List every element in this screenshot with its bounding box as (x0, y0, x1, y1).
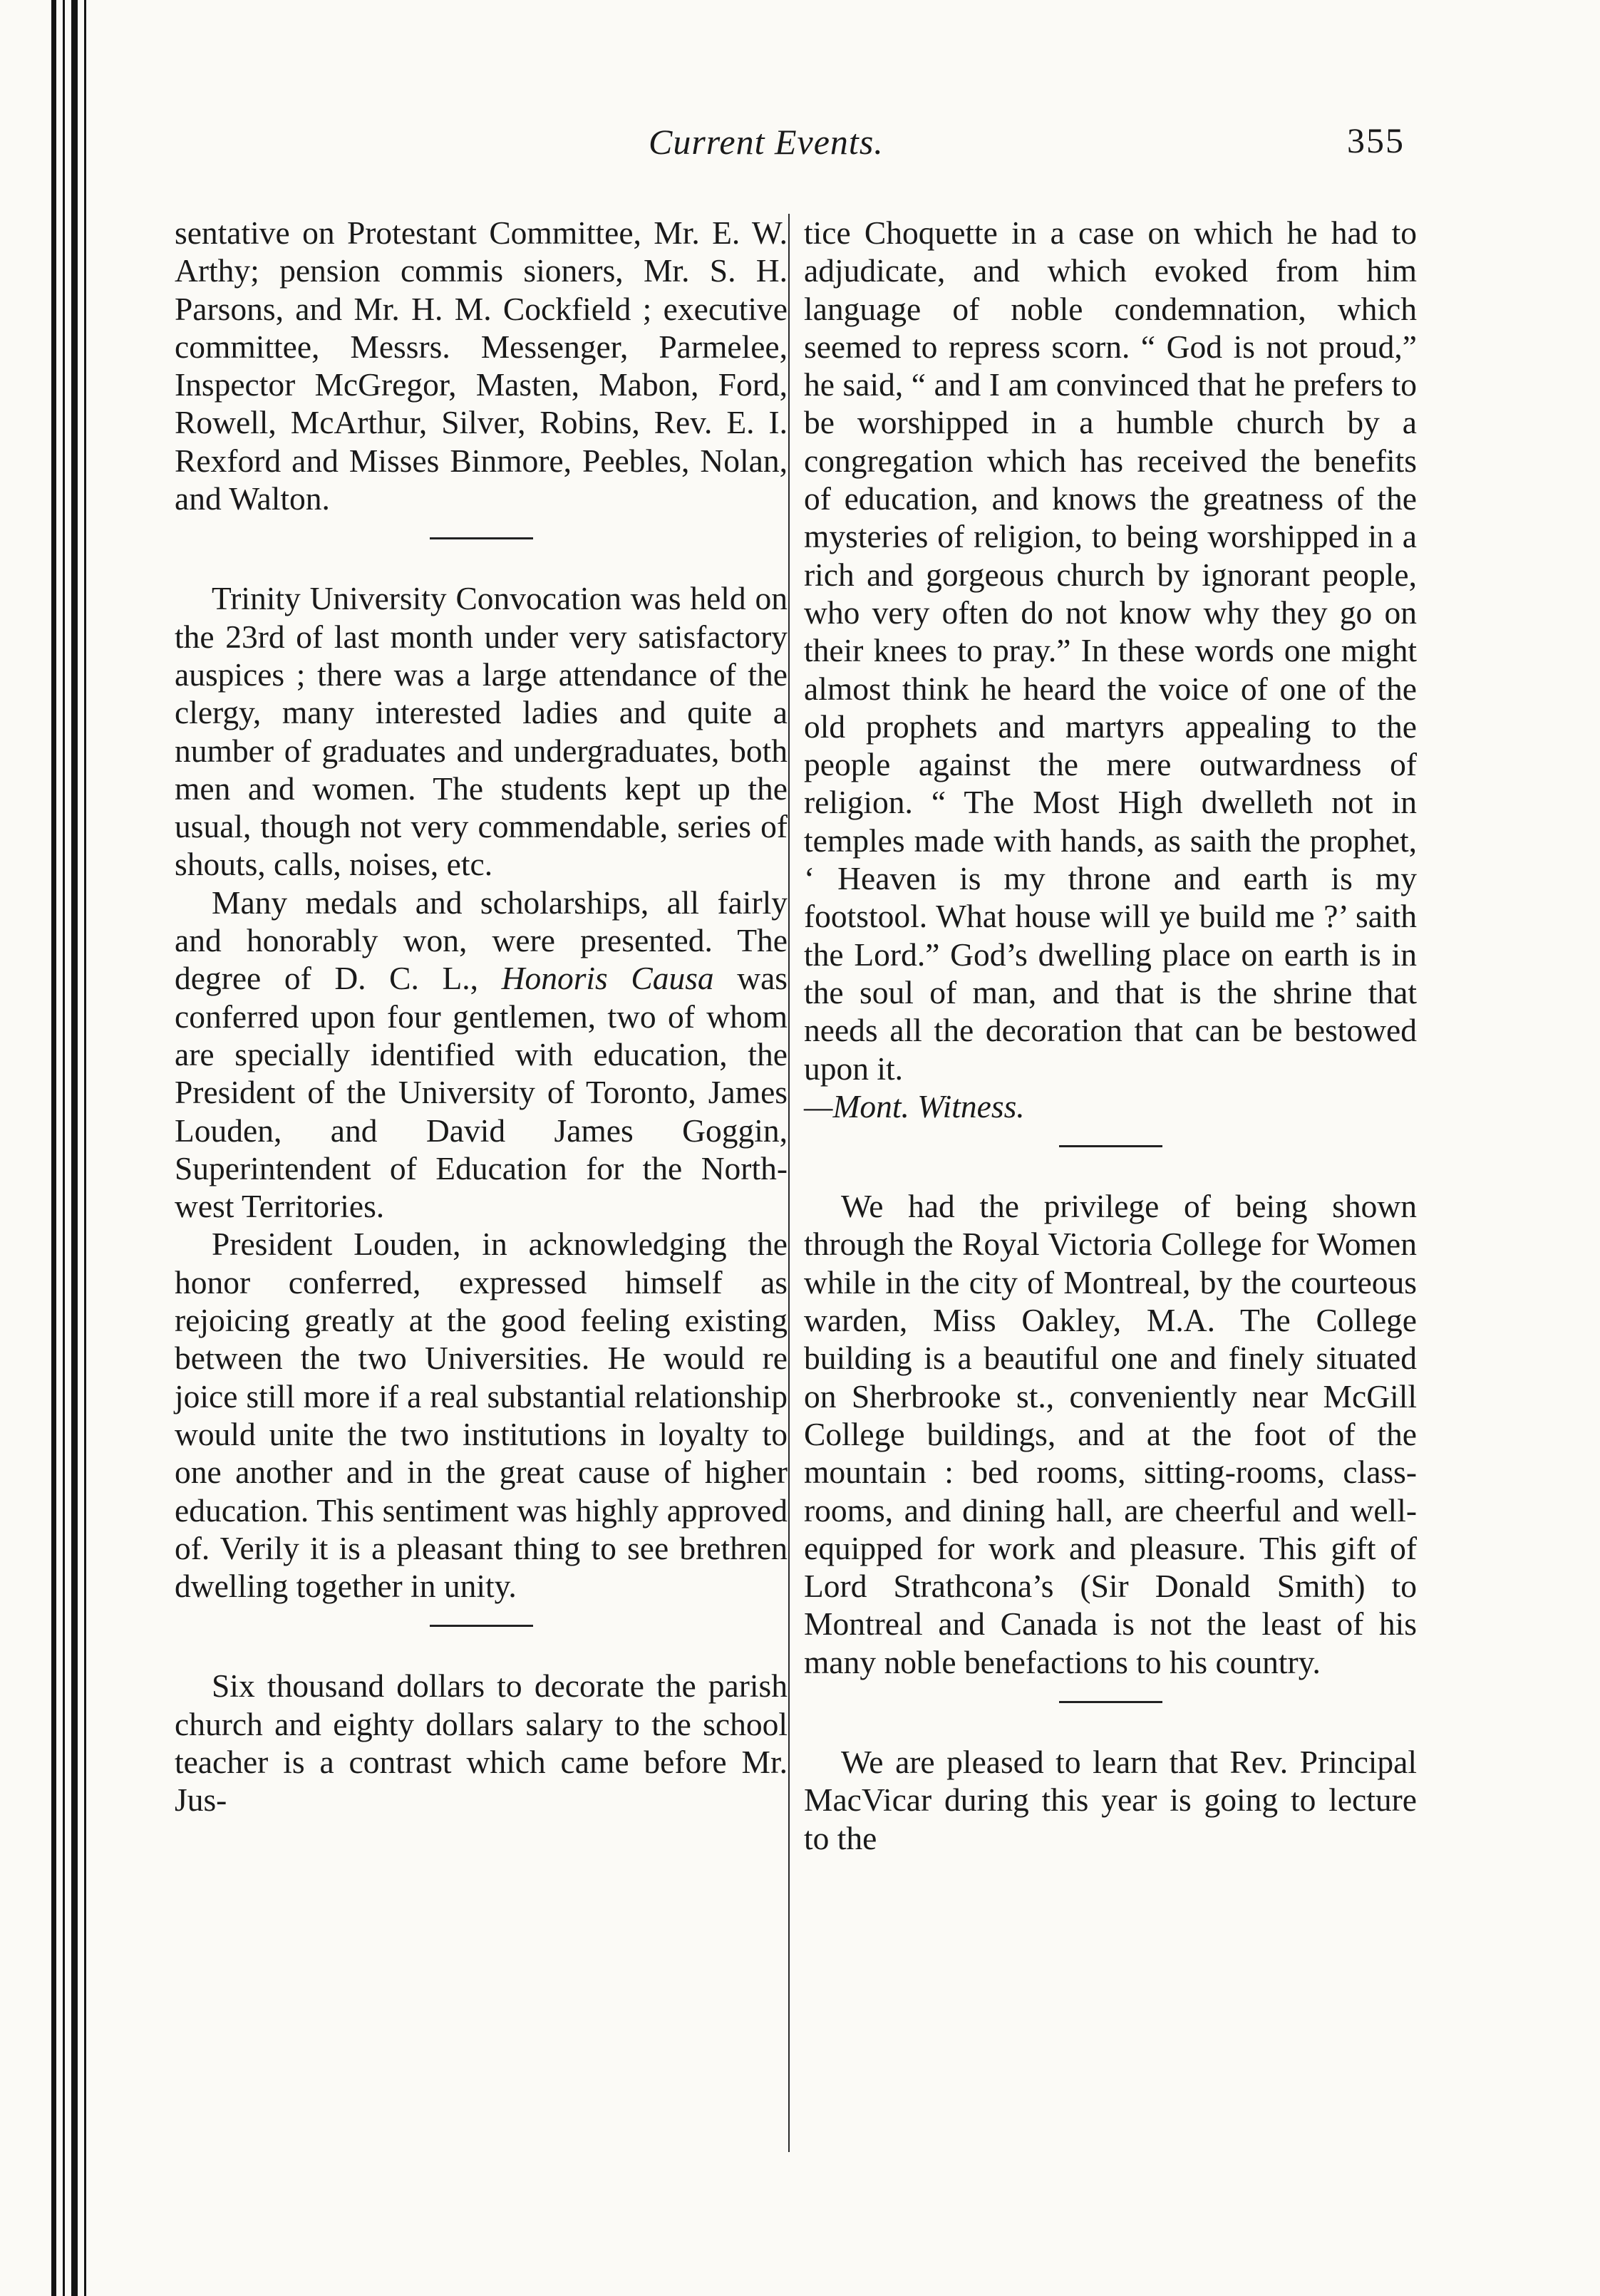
paragraph-trinity-convocation: Trinity University Convocation was held on the 23rd of last month under very satisfactory auspices ; there was a large attendance of the clergy, many interested ladies and quite a number of graduates and undergraduates, both men and women. The students kept up the usual, though not very commendable, series of shouts, calls, noises, etc. (175, 580, 788, 883)
right-column (804, 214, 1417, 1857)
running-title: Current Events. (649, 122, 884, 162)
page-number: 355 (1347, 120, 1405, 160)
left-column (175, 214, 788, 1819)
medals-text-b: was conferred upon four gentlemen, two of whom are specially identified with education, the President of the University of Toronto, James Louden, and David James Goggin, Superintendent of Education for the North-west Territories. (175, 960, 788, 1225)
paragraph-principal-macvicar: We are pleased to learn that Rev. Principal MacVicar during this year is going to lecture to the (804, 1743, 1417, 1856)
paragraph-choquette: tice Choquette in a case on which he had to adjudicate, and which evoked from him language of noble condemnation, which seemed to repress scorn. “ God is not proud,” he said, “ and I am convinced that he prefers to be worshipped in a humble church by a congregation which has received the benefits of education, and knows the greatness of the mysteries of religion, to being worshipped in a rich and gorgeous church by ignorant people, who very often do not know why they go on their knees to pray.” In these words one might almost think he heard the voice of one of the old prophets and martyrs appealing to the people against the mere outwardness of religion. “ The Most High dwelleth not in temples made with hands, as saith the prophet, ‘ Heaven is my throne and earth is my footstool. What house will ye build me ?’ saith the Lord.” God’s dwelling place on earth is in the soul of man, and that is the shrine that needs all the decoration that can be bestowed upon it. (804, 214, 1417, 1087)
medals-text-a: Many medals and scholarships, all fairly and honorably won, were presented. The degree of D. C. L., (175, 884, 788, 997)
column-rule (788, 214, 790, 2152)
source-attribution: —Mont. Witness. (804, 1087, 1025, 1124)
section-divider (430, 537, 533, 539)
honoris-causa-italic: Honoris Causa (501, 960, 714, 997)
page-binding-edge (0, 0, 107, 2296)
section-divider (1059, 1701, 1162, 1703)
section-divider (430, 1625, 533, 1627)
paragraph-royal-victoria-college: We had the privilege of being shown through the Royal Victoria College for Women while in the city of Montreal, by the courteous warden, Miss Oakley, M.A. The College building is a beautiful one and finely situated on Sherbrooke st., conveniently near McGill College buildings, and at the foot of the mountain : bed rooms, sitting-rooms, class-rooms, and dining hall, are cheerful and well-equipped for work and pleasure. This gift of Lord Strathcona’s (Sir Donald Smith) to Montreal and Canada is not the least of his many noble benefactions to his country. (804, 1188, 1417, 1680)
paragraph-committee-list: sentative on Protestant Committee, Mr. E. W. Arthy; pension commis sioners, Mr. S. H. Parsons, and Mr. H. M. Cockfield ; executive committee, Messrs. Messenger, Parmelee, Inspector McGregor, Masten, Mabon, Ford, Rowell, McArthur, Silver, Robins, Rev. E. I. Rexford and Misses Binmore, Peebles, Nolan, and Walton. (175, 214, 788, 517)
paragraph-medals-degrees (175, 884, 788, 1226)
paragraph-six-thousand-dollars: Six thousand dollars to decorate the parish church and eighty dollars salary to the school teacher is a contrast which came before Mr. Jus- (175, 1667, 788, 1819)
paragraph-president-louden: President Louden, in acknowledging the honor conferred, expressed himself as rejoicing greatly at the good feeling existing between the two Universities. He would re joice still more if a real substantial relationship would unite the two institutions in loyalty to one another and in the great cause of higher education. This sentiment was highly approved of. Verily it is a pleasant thing to see brethren dwelling together in unity. (175, 1226, 788, 1605)
section-divider (1059, 1145, 1162, 1147)
